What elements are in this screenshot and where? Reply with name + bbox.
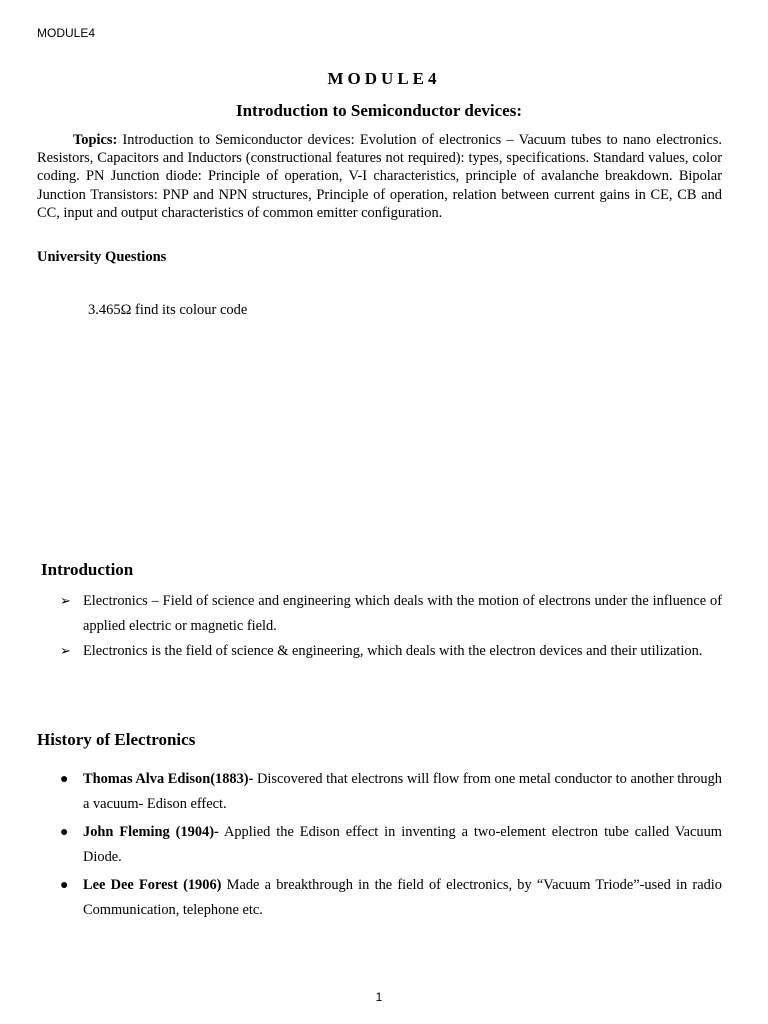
page-number: 1 <box>375 990 383 1004</box>
bullet-icon: ● <box>60 825 69 840</box>
list-item-text: Made a breakthrough in the field of electronics, by “Vacuum Triode”-used in radio Communication, telephone etc. <box>83 877 722 918</box>
question-text: 3.465Ω find its colour code <box>88 302 248 318</box>
arrow-bullet-icon: ➢ <box>60 593 71 608</box>
history-heading: History of Electronics <box>37 730 196 749</box>
document-subtitle: Introduction to Semiconductor devices: <box>235 101 522 120</box>
university-questions-heading: University Questions <box>37 249 167 265</box>
list-item <box>60 767 722 817</box>
bullet-icon: ● <box>60 772 69 787</box>
arrow-bullet-icon: ➢ <box>60 643 71 658</box>
inventor-name: John Fleming (1904)- <box>83 824 219 840</box>
list-item <box>60 873 722 923</box>
module-title: MODULE4 <box>327 69 441 88</box>
list-item-text: Applied the Edison effect in inventing a two-element electron tube called Vacuum Diode. <box>83 824 722 865</box>
introduction-list <box>60 589 722 665</box>
list-item-text: Discovered that electrons will flow from one metal conductor to another through a vacuum- Edison effect. <box>83 771 722 812</box>
list-item <box>60 589 722 638</box>
running-header: MODULE4 <box>37 26 96 40</box>
topics-label: Topics: <box>73 132 118 148</box>
list-item <box>60 639 722 664</box>
introduction-heading: Introduction <box>41 560 134 579</box>
topics-text: Introduction to Semiconductor devices: Evolution of electronics – Vacuum tubes to nano electronics. Resistors, Capacitors and Inductors (constructional features not required): types, specifications. Standard values, color coding. PN Junction diode: Principle of operation, V-I characteristics, principle of avalanche breakdown. Bipolar Junction Transistors: PNP and NPN structures, Principle of operation, relation between current gains in CE, CB and CC, input and output characteristics of common emitter configuration. <box>37 132 722 221</box>
list-item-text: Electronics is the field of science & engineering, which deals with the electron devices and their utilization. <box>83 643 703 659</box>
history-list <box>60 767 722 926</box>
topics-paragraph <box>37 131 722 222</box>
list-item <box>60 820 722 870</box>
bullet-icon: ● <box>60 878 69 893</box>
inventor-name: Lee Dee Forest (1906) <box>83 877 222 893</box>
inventor-name: Thomas Alva Edison(1883)- <box>83 771 254 787</box>
list-item-text: Electronics – Field of science and engineering which deals with the motion of electrons under the influence of applied electric or magnetic field. <box>83 593 722 634</box>
